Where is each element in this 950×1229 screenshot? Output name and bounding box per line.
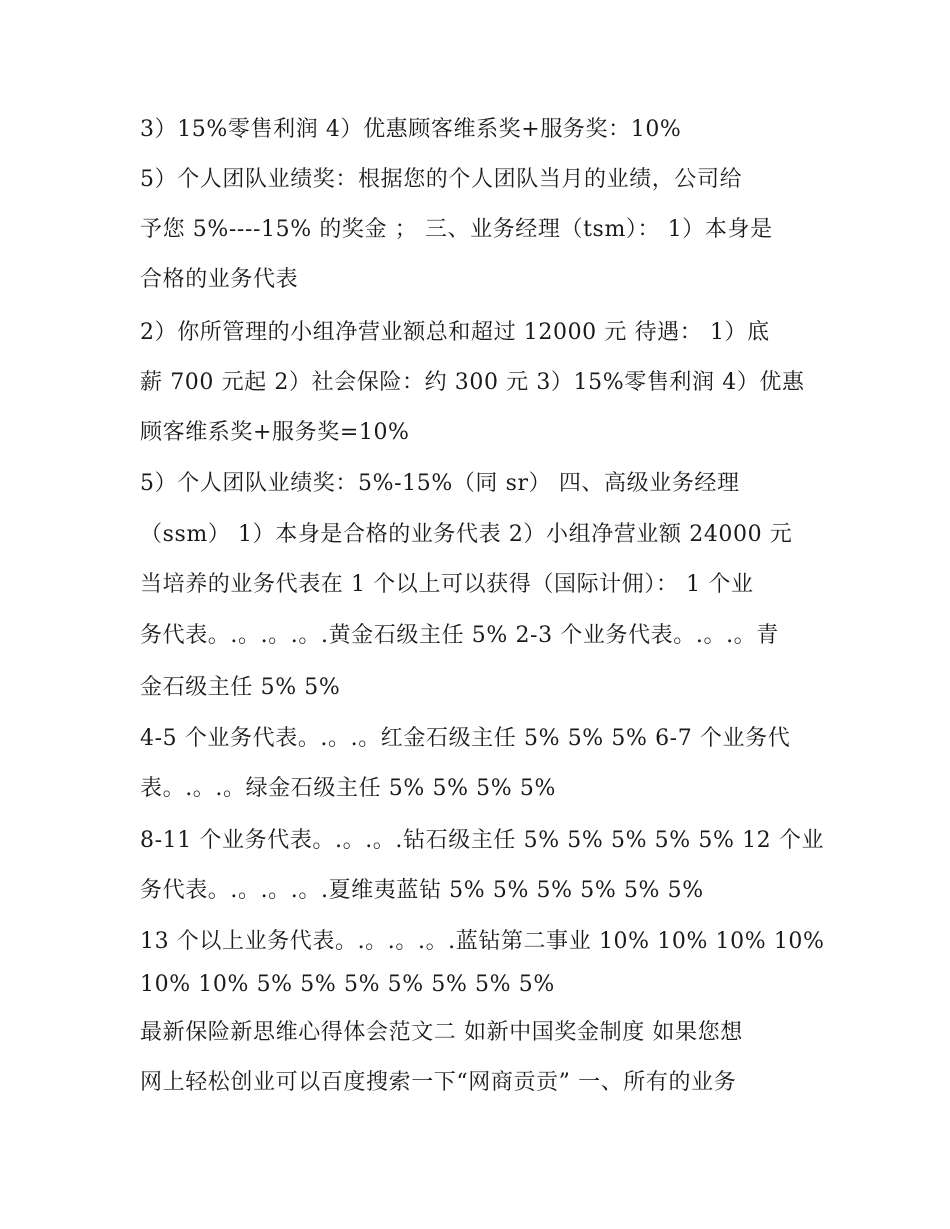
text-line-11: 务代表。.。.。.。.黄金石级主任 5% 2-3 个业务代表。.。.。青	[140, 623, 779, 648]
text-line-13: 4-5 个业务代表。.。.。红金石级主任 5% 5% 5% 6-7 个业务代	[140, 726, 791, 751]
text-line-2: 5）个人团队业绩奖：根据您的个人团队当月的业绩，公司给	[140, 167, 743, 192]
text-line-14: 表。.。.。绿金石级主任 5% 5% 5% 5%	[140, 776, 556, 801]
text-line-18: 10% 10% 5% 5% 5% 5% 5% 5% 5%	[140, 972, 555, 997]
text-line-17: 13 个以上业务代表。.。.。.。.蓝钻第二事业 10% 10% 10% 10%	[140, 929, 825, 954]
text-line-3: 予您 5%----15% 的奖金 ； 三、业务经理（tsm）： 1）本身是	[140, 217, 773, 242]
text-line-1: 3）15%零售利润 4）优惠顾客维系奖+服务奖：10%	[140, 117, 682, 142]
text-line-4: 合格的业务代表	[140, 267, 299, 292]
text-line-15: 8-11 个业务代表。.。.。.钻石级主任 5% 5% 5% 5% 5% 12 个业	[140, 828, 825, 853]
text-line-9: （ssm） 1）本身是合格的业务代表 2）小组净营业额 24000 元	[140, 522, 793, 547]
text-line-7: 顾客维系奖+服务奖=10%	[140, 420, 410, 445]
text-line-10: 当培养的业务代表在 1 个以上可以获得（国际计佣）： 1 个业	[140, 572, 754, 597]
text-line-19: 最新保险新思维心得体会范文二 如新中国奖金制度 如果您想	[140, 1020, 743, 1045]
text-line-5: 2）你所管理的小组净营业额总和超过 12000 元 待遇： 1）底	[140, 320, 770, 345]
text-line-8: 5）个人团队业绩奖：5%-15%（同 sr） 四、高级业务经理	[140, 471, 740, 496]
text-line-12: 金石级主任 5% 5%	[140, 675, 341, 700]
text-line-6: 薪 700 元起 2）社会保险：约 300 元 3）15%零售利润 4）优惠	[140, 370, 805, 395]
text-line-16: 务代表。.。.。.。.夏维夷蓝钻 5% 5% 5% 5% 5% 5%	[140, 878, 704, 903]
text-line-20: 网上轻松创业可以百度搜索一下“网商贡贡” 一、所有的业务	[140, 1070, 737, 1095]
